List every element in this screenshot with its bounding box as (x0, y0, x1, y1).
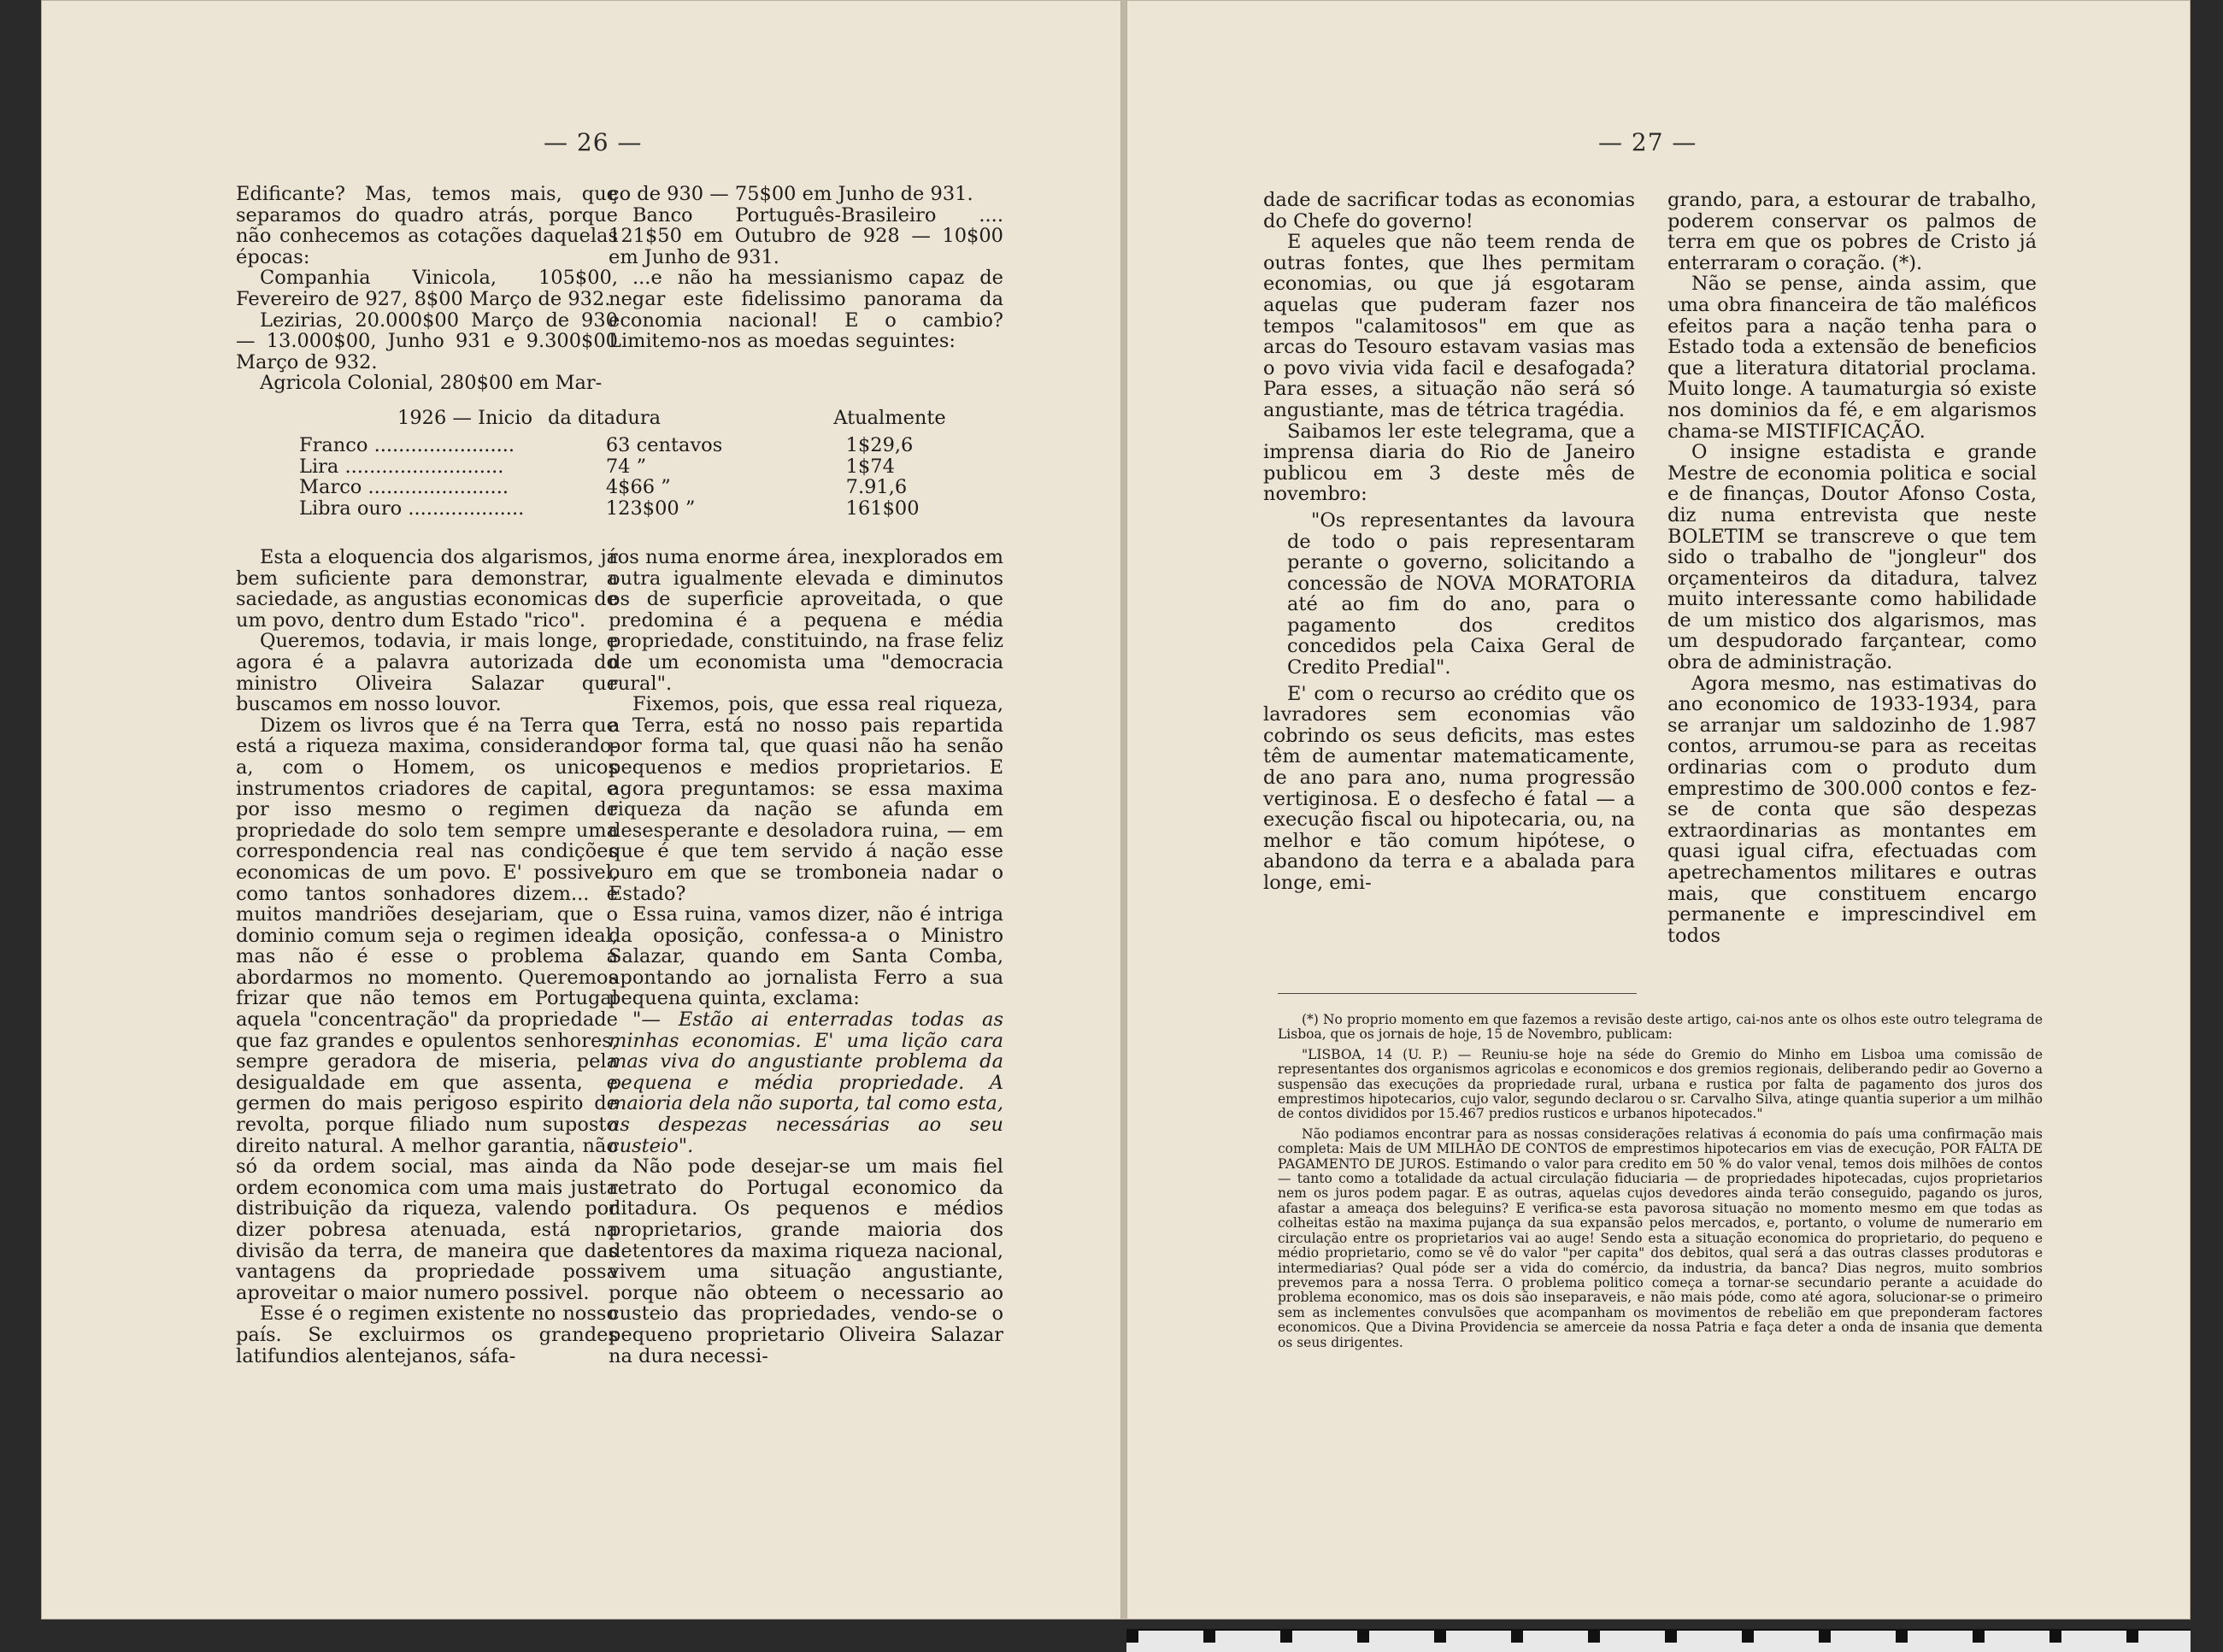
exchange-rate-table (255, 408, 1007, 519)
right-column-1 (1263, 190, 1635, 894)
ruler-tick (1280, 1631, 1292, 1643)
table-cell-1926: 123$00 ” (605, 497, 696, 520)
left-column-2-top (609, 184, 1003, 352)
scan-color-ruler (1126, 1629, 2191, 1652)
telegram-quote: "Os representantes da lavoura de todo o pais representaram perante o governo, solicitando a concessão de NOVA MORATORIA até ao fim do ano, para o pagamento dos creditos concedidos pela Caixa Geral de Credito Predial". (1287, 509, 1635, 679)
table-row (255, 477, 1007, 498)
table-cell-1926: 74 ” (605, 455, 647, 478)
table-row (255, 498, 1007, 520)
footnote-paragraph: Não podiamos encontrar para as nossas considerações relativas á economia do país uma confirmação mais completa: Mais de UM MILHÃO DE CONTOS de emprestimos hipotecarios em vias de execução, POR FALTA DE PAGAMENTO DE JUROS. Estimando o valor para credito em 50 % do valor venal, temos dois milhões de contos — tanto como a totalidade da actual circulação fiduciaria — de propriedades hipotecadas, cujos proprietarios nem os juros podem pagar. E as outras, aquelas cujos devedores ainda terão conseguido, pagando os juros, afastar a ameaça dos beleguins? E verifica-se esta pavorosa situação no momento mesmo em que todas as colheitas estão na maxima pujança da sua expansão pelos mercados, e, portanto, o volume de numerario em circulação entre os proprietarios vai ao auge! Sendo esta a situação economica do proprietario, do pequeno e médio proprietario, como se vê do valor "per capita" dos debitos, qual será a das outras classes produtoras e intermediarias? Qual póde ser a vida do comércio, da industria, da banca? Dias negros, muito sombrios prevemos para a nossa Terra. O problema politico começa a tornar-se secundario perante a acuidade do problema economico, mas os dois são inseparaveis, e não mais póde, como até agora, solucionar-se o primeiro sem as inclementes convulsões que acompanham os movimentos de rebelião em que preponderam factores economicos. Que a Divina Providencia se amerceie da nossa Patria e faça deter a onda de insania que dementa os seus dirigentes. (1278, 1126, 2043, 1350)
paragraph: ...e não ha messianismo capaz de negar este fidelissimo panorama da economia nacional! E o cambio? Limitemo-nos as moedas seguintes: (609, 267, 1003, 353)
ruler-tick (1896, 1631, 1908, 1643)
paragraph: Agora mesmo, nas estimativas do ano economico de 1933-1934, para se arranjar um saldozinho de 1.987 contos, arrumou-se para as receitas ordinarias com o produto dum emprestimo de 300.000 contos e fez-se de conta que são despezas extraordinarias as montantes em quasi igual cifra, efectuadas com apetrechamentos militares e outras mais, que constituem encargo permanente e imprescindivel em todos (1667, 672, 2037, 947)
table-cell-now: 1$74 (845, 455, 895, 478)
paragraph: grando, para, a estourar de trabalho, poderem conservar os palmos de terra em que os pobres de Cristo já enterraram o coração. (*). (1667, 189, 2037, 274)
table-header-atualmente: Atualmente (833, 407, 946, 429)
paragraph: E' com o recurso ao crédito que os lavradores sem economias vão cobrindo os seus deficits, mas estes têm de aumentar matematicamente, de ano para ano, numa progressão vertiginosa. E o desfecho é fatal — a execução fiscal ou hipotecaria, ou, na melhor e tão comum hipótese, o abandono da terra e a abalada para longe, emi- (1263, 682, 1635, 894)
table-cell-now: 161$00 (845, 497, 920, 520)
paragraph: Agricola Colonial, 280$00 em Mar- (260, 372, 603, 395)
footnote-rule (1278, 993, 1637, 994)
paragraph: Essa ruina, vamos dizer, não é intriga da oposição, confessa-a o Ministro Salazar, quando em Santa Comba, apontando ao jornalista Ferro a sua pequena quinta, exclama: (609, 903, 1003, 1010)
table-cell-currency: Franco ....................... (299, 434, 515, 456)
ruler-tick (1511, 1631, 1523, 1643)
table-cell-now: 7.91,6 (845, 476, 908, 499)
right-column-2 (1667, 190, 2037, 946)
footnote-paragraph: (*) No proprio momento em que fazemos a revisão deste artigo, cai-nos ante os olhos este outro telegrama de Lisboa, que os jornais de hoje, 15 de Novembro, publicam: (1278, 1012, 2043, 1043)
right-page (1126, 0, 2191, 1620)
table-row (255, 435, 1007, 456)
paragraph: Saibamos ler este telegrama, que a imprensa diaria do Rio de Janeiro publicou em 3 deste mês de novembro: (1263, 420, 1635, 506)
ruler-tick (1434, 1631, 1446, 1643)
ruler-tick (2126, 1631, 2138, 1643)
page-number-27: — 27 — (1598, 128, 1697, 156)
table-header-1926: 1926 — Inicio (397, 407, 532, 429)
paragraph: dade de sacrificar todas as economias do Chefe do governo! (1263, 189, 1635, 232)
ruler-tick (1357, 1631, 1369, 1643)
ruler-tick (1203, 1631, 1215, 1643)
paragraph: Esta a eloquencia dos algarismos, já bem suficiente para demonstrar, a saciedade, as angustias economicas de um povo, dentro dum Estado "rico". (236, 546, 618, 632)
table-cell-currency: Marco ....................... (299, 476, 509, 499)
left-column-2-bottom (609, 547, 1003, 1367)
table-row (255, 456, 1007, 478)
paragraph: Edificante? Mas, temos mais, que separamos do quadro atrás, porque não conhecemos as cotações daquelas épocas: (236, 183, 618, 268)
left-page (41, 0, 1121, 1620)
table-cell-1926: 63 centavos (605, 434, 723, 456)
paragraph: Esse é o regimen existente no nosso país. Se excluirmos os grandes latifundios alentejanos, sáfa- (236, 1302, 618, 1367)
ruler-tick (1588, 1631, 1600, 1643)
paragraph: O insigne estadista e grande Mestre de economia politica e social e de finanças, Doutor Afonso Costa, diz numa entrevista que neste BOLETIM se transcreve o que tem sido o trabalho de "jongleur" dos orçamenteiros da ditadura, talvez muito interessante como habilidade de um mistico dos algarismos, mas um despudorado farçantear, como obra de administração. (1667, 441, 2037, 674)
ruler-tick (1665, 1631, 1677, 1643)
table-cell-1926: 4$66 ” (605, 476, 671, 499)
page-number-26: — 26 — (544, 128, 643, 156)
left-column-1-bottom (236, 547, 618, 1367)
ruler-tick (1742, 1631, 1754, 1643)
paragraph: Lezirias, 20.000$00 Março de 930 — 13.000$00, Junho 931 e 9.300$00 Março de 932. (236, 309, 618, 373)
paragraph: Não pode desejar-se um mais fiel retrato do Portugal economico da ditadura. Os pequenos e médios proprietarios, grande maioria dos detentores da maxima riqueza nacional, vivem uma situação angustiante, porque não obteem o necessario ao custeio das propriedades, vendo-se o pequeno proprietario Oliveira Salazar na dura necessi- (609, 1155, 1003, 1367)
table-cell-currency: Libra ouro ................... (299, 497, 525, 520)
paragraph: ço de 930 — 75$00 em Junho de 931. (609, 183, 973, 205)
footnote (1278, 1013, 2043, 1350)
table-header-ditadura: da ditadura (548, 407, 662, 429)
table-cell-now: 1$29,6 (845, 434, 914, 456)
left-column-1-top (236, 184, 618, 394)
paragraph: Não se pense, ainda assim, que uma obra financeira de tão maléficos efeitos para a nação tenha para o Estado toda a extensão de beneficios que a literatura ditatorial proclama. Muito longe. A taumaturgia só existe nos dominios da fé, e em algarismos chama-se MISTIFICAÇÃO. (1667, 273, 2037, 443)
ruler-tick (1126, 1631, 1138, 1643)
paragraph: Fixemos, pois, que essa real riqueza, a Terra, está no nosso pais repartida por forma tal, que quasi não ha senão pequenos e medios proprietarios. E agora preguntamos: se essa maxima riqueza da nação se afunda em desesperante e desoladora ruina, — em que é que tem servido á nação esse ouro em que se tromboneia nadar o Estado? (609, 693, 1003, 905)
paragraph: Dizem os livros que é na Terra que está a riqueza maxima, considerando-a, com o Homem, os unicos instrumentos criadores de capital, e por isso mesmo o regimen de propriedade do solo tem sempre uma correspondencia real nas condições economicas de um povo. E' possivel, como tantos sonhadores dizem... e muitos mandriões desejariam, que o dominio comum seja o regimen ideal, mas não é esse o problema a abordarmos no momento. Queremos frizar que não temos em Portugal aquela "concentração" da propriedade que faz grandes e opulentos senhores, sempre geradora de miseria, pela desigualdade em que assenta, e germen do mais perigoso espirito de revolta, porque filiado num suposto direito natural. A melhor garantia, não só da ordem social, mas ainda da ordem economica com uma mais justa distribuição da riqueza, valendo por dizer pobresa atenuada, está na divisão da terra, de maneira que das vantagens da propriedade possa aproveitar o maior numero possivel. (236, 714, 618, 1304)
table-cell-currency: Lira .......................... (299, 455, 504, 478)
paragraph: Queremos, todavia, ir mais longe, e agora é a palavra autorizada do ministro Oliveira Salazar que buscamos em nosso louvor. (236, 630, 618, 716)
paragraph: Companhia Vinicola, 105$00, Fevereiro de 927, 8$00 Março de 932. (236, 267, 618, 310)
paragraph: Banco Português-Brasileiro .... 121$50 em Outubro de 928 — 10$00 em Junho de 931. (609, 203, 1003, 268)
salazar-quote: "— Estão ai enterradas todas as minhas economias. E' uma lição cara mas viva do angustiante problema da pequena e média propriedade. A maioria dela não suporta, tal como esta, as despezas necessárias ao seu custeio". (609, 1008, 1003, 1157)
table-header-row (255, 408, 1007, 435)
ruler-tick (1973, 1631, 1985, 1643)
paragraph: E aqueles que não teem renda de outras fontes, que lhes permitam economias, ou que já esgotaram aquelas que puderam fazer nos tempos "calamitosos" em que as arcas do Tesouro estavam vasias mas o povo vivia vida facil e desafogada? Para esses, a situação não será só angustiante, mas de tétrica tragédia. (1263, 231, 1635, 421)
ruler-tick (2050, 1631, 2061, 1643)
ruler-tick (1819, 1631, 1831, 1643)
paragraph: ros numa enorme área, inexplorados em outra igualmente elevada e diminutos os de superficie aproveitada, o que predomina é a pequena e média propriedade, constituindo, na frase feliz de um economista uma "democracia rural". (609, 546, 1003, 695)
footnote-paragraph: "LISBOA, 14 (U. P.) — Reuniu-se hoje na séde do Gremio do Minho em Lisboa uma comissão de representantes dos organismos agricolas e economicos e dos gremios regionais, deliberando pedir ao Governo a suspensão das execuções da propriedade rural, urbana e rustica por falta de pagamento dos juros dos emprestimos hipotecarios, cujo valor, segundo declarou o sr. Carvalho Silva, atinge quantia superior a um milhão de contos divididos por 15.467 predios rusticos e urbanos hipotecados." (1278, 1046, 2043, 1122)
